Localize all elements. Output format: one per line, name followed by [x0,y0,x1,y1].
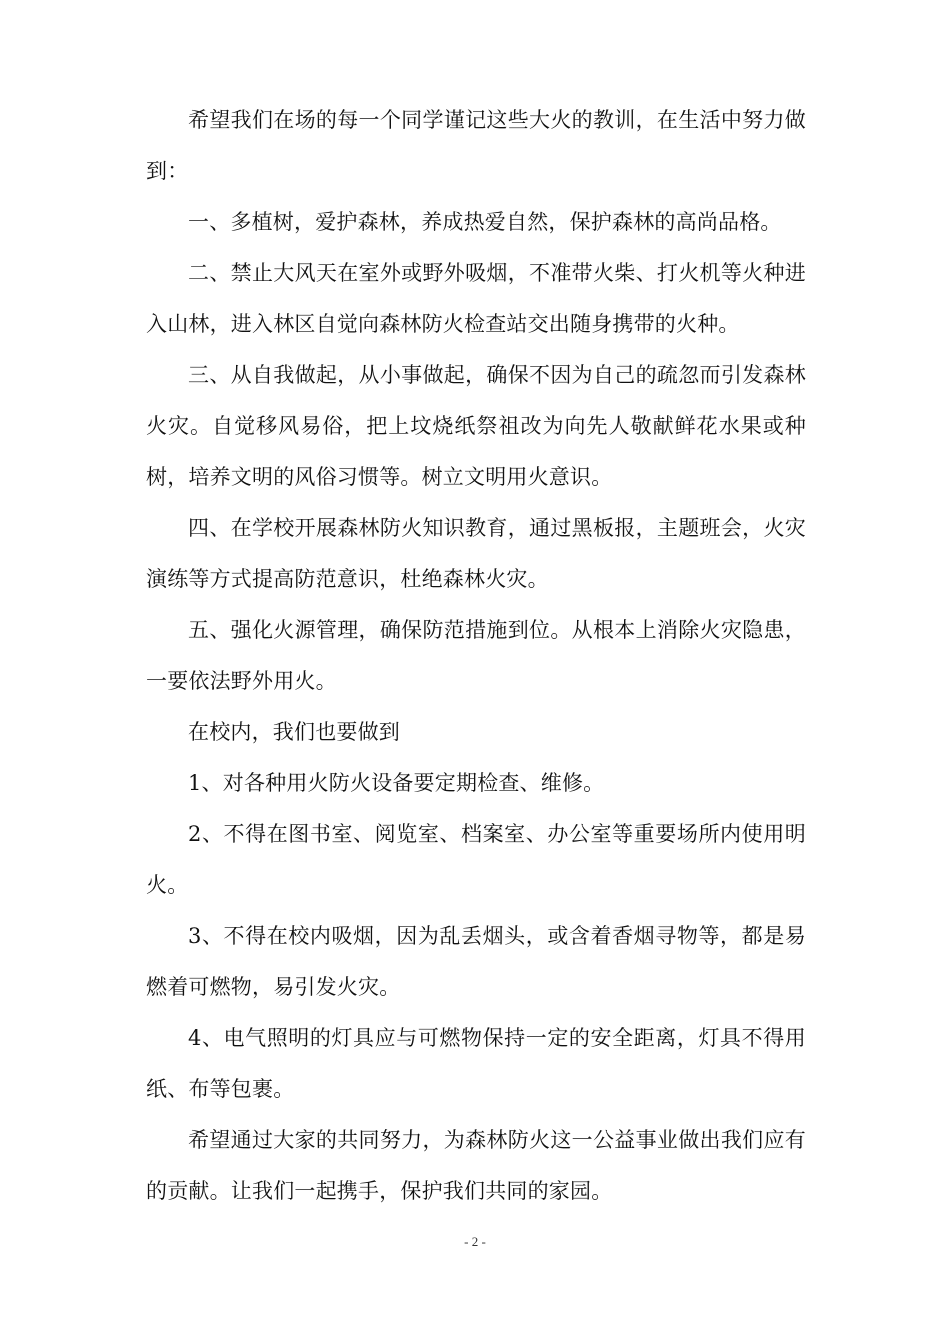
paragraph-school-rule-4: 4、电气照明的灯具应与可燃物保持一定的安全距离，灯具不得用纸、布等包裹。 [146,1026,806,1101]
paragraph-school-rule-3: 3、不得在校内吸烟，因为乱丢烟头，或含着香烟寻物等，都是易燃着可燃物，易引发火灾。 [146,924,806,999]
paragraph-intro: 希望我们在场的每一个同学谨记这些大火的教训，在生活中努力做到： [146,108,806,183]
paragraph-closing: 希望通过大家的共同努力，为森林防火这一公益事业做出我们应有的贡献。让我们一起携手，保护我们共同的家园。 [146,1128,806,1203]
document-body [146,95,806,1217]
paragraph-item-4: 四、在学校开展森林防火知识教育，通过黑板报，主题班会，火灾演练等方式提高防范意识，杜绝森林火灾。 [146,516,806,591]
page-number: - 2 - [464,1234,486,1249]
paragraph-school-intro: 在校内，我们也要做到 [188,720,400,744]
paragraph-item-2: 二、禁止大风天在室外或野外吸烟，不准带火柴、打火机等火种进入山林，进入林区自觉向森林防火检查站交出随身携带的火种。 [146,261,806,336]
paragraph-item-1: 一、多植树，爱护森林，养成热爱自然，保护森林的高尚品格。 [188,210,782,234]
paragraph-item-3: 三、从自我做起，从小事做起，确保不因为自己的疏忽而引发森林火灾。自觉移风易俗，把上坟烧纸祭祖改为向先人敬献鲜花水果或种树，培养文明的风俗习惯等。树立文明用火意识。 [146,363,806,489]
paragraph-school-rule-2: 2、不得在图书室、阅览室、档案室、办公室等重要场所内使用明火。 [146,822,806,897]
paragraph-item-5: 五、强化火源管理，确保防范措施到位。从根本上消除火灾隐患，一要依法野外用火。 [146,618,806,693]
paragraph-school-rule-1: 1、对各种用火防火设备要定期检查、维修。 [188,771,605,795]
